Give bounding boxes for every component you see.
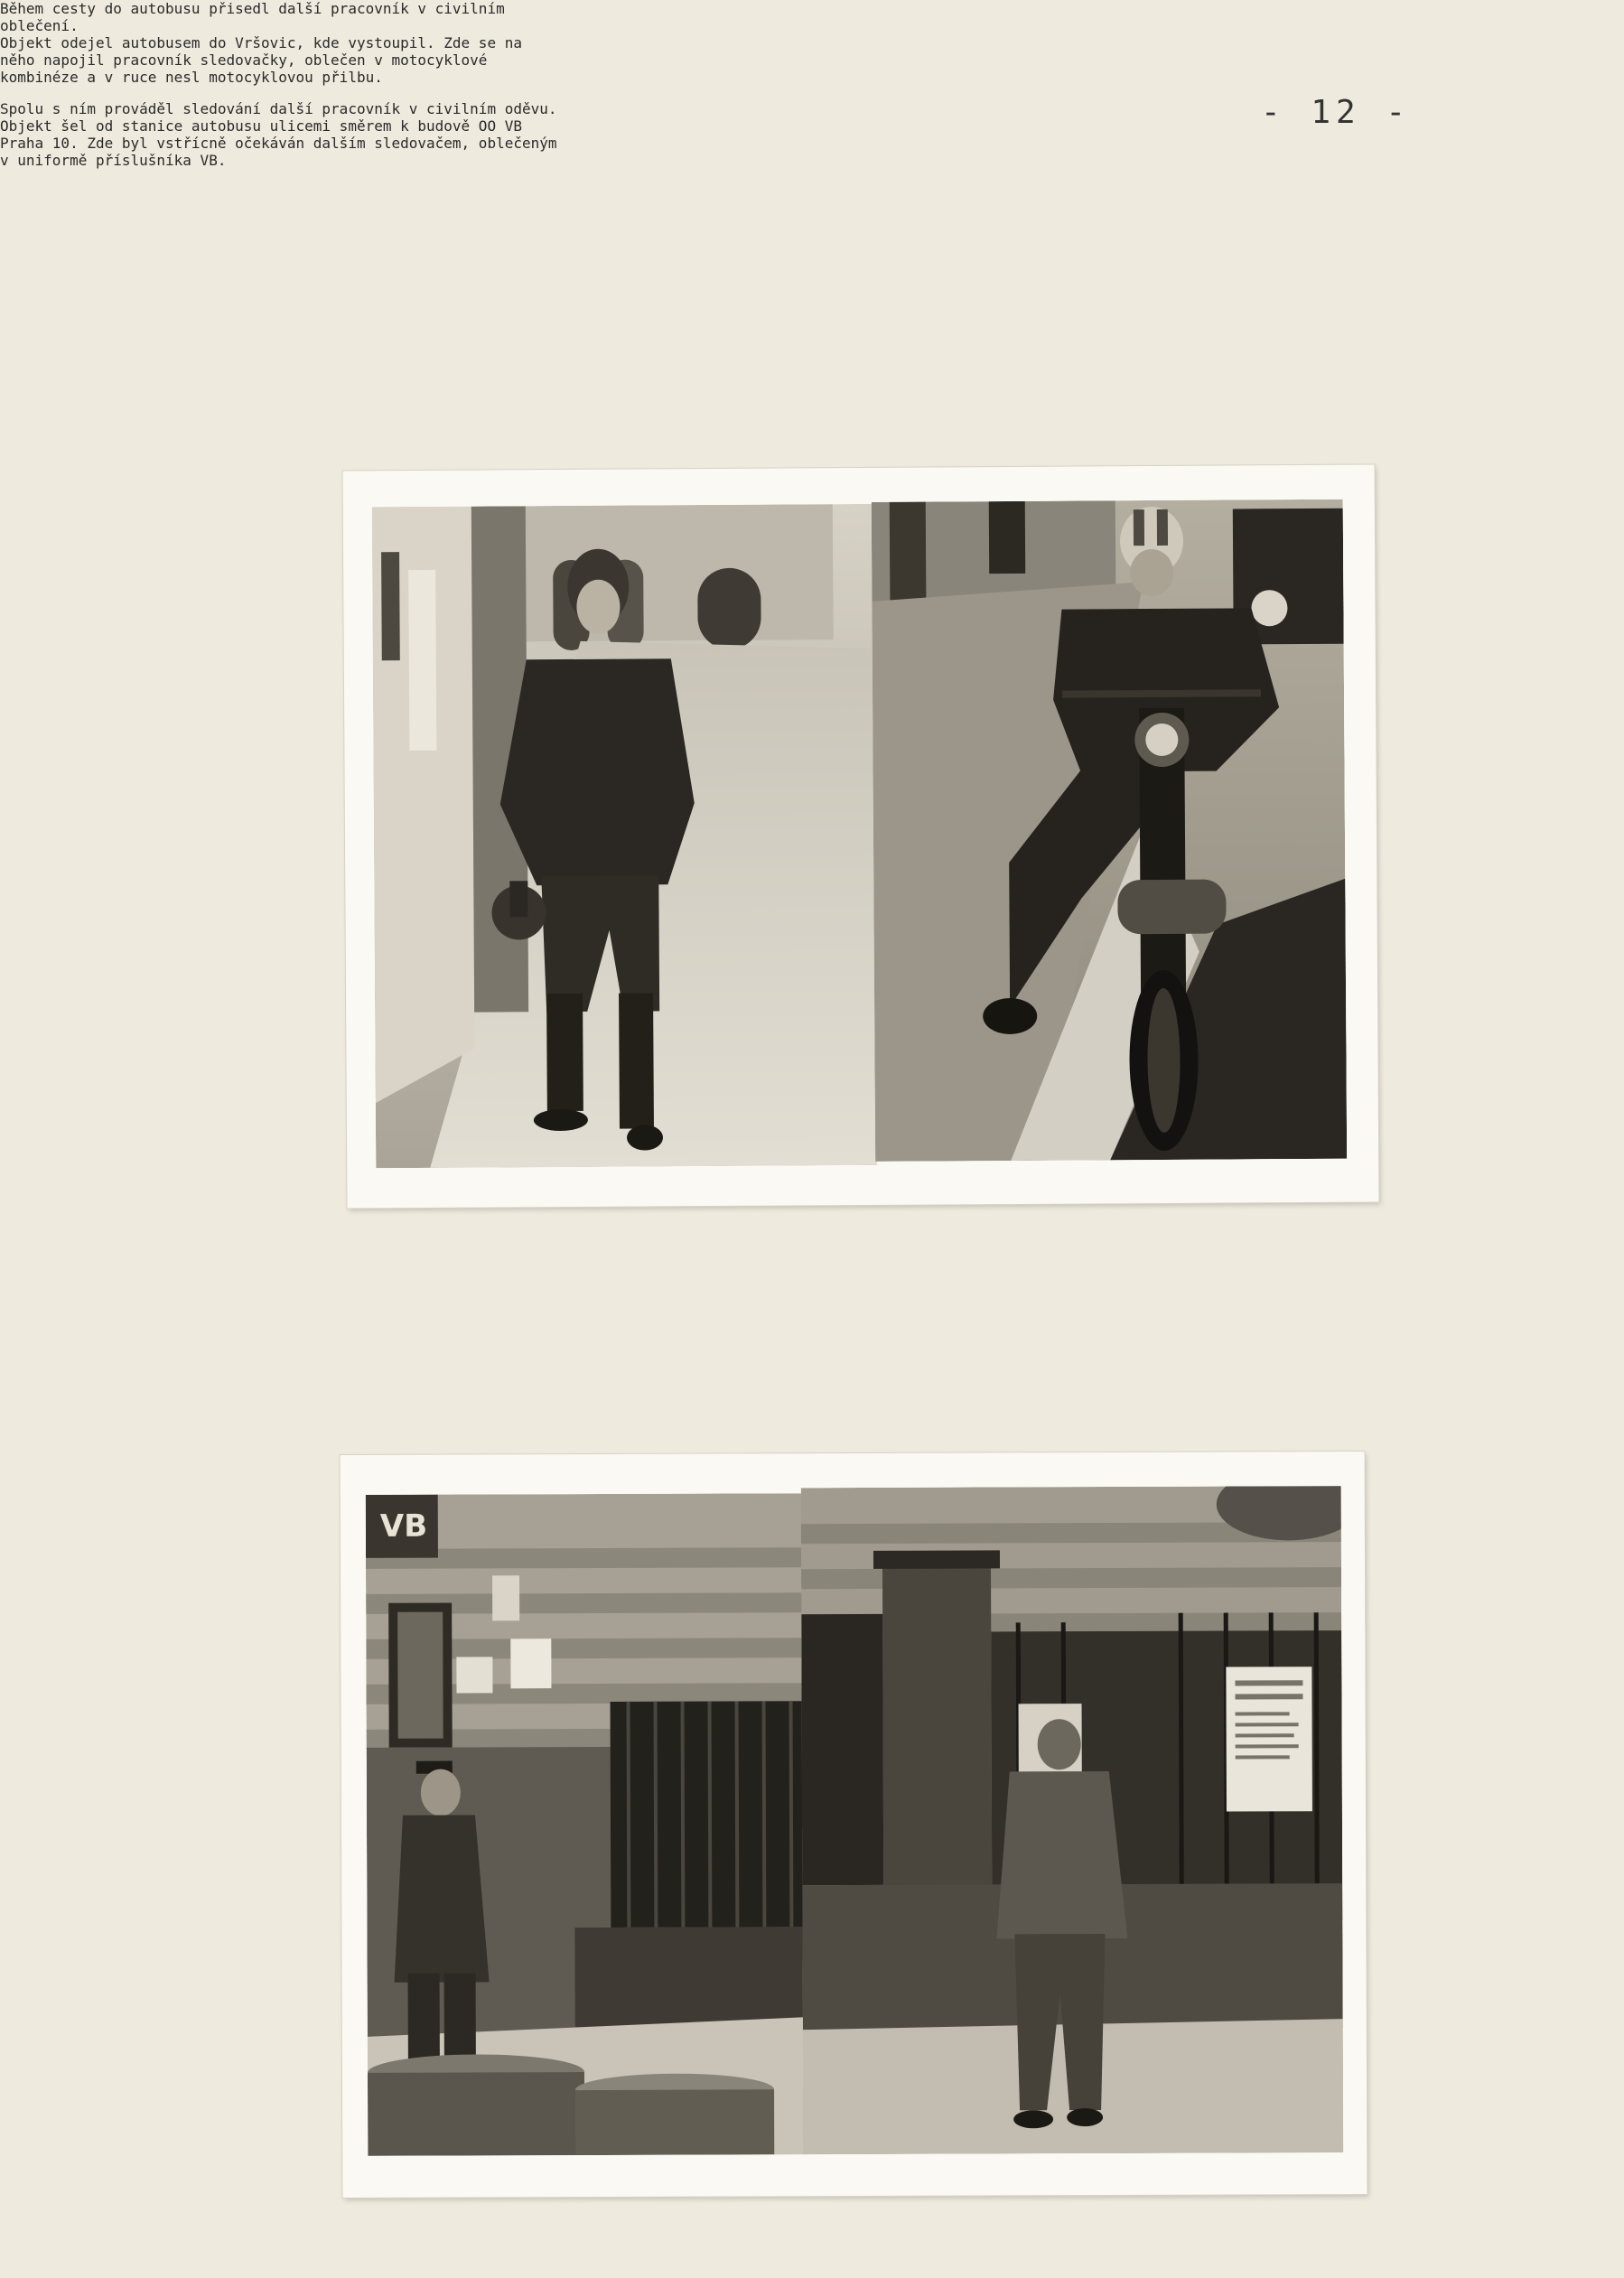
- paragraph-2-line: v uniformě příslušníka VB.: [0, 152, 227, 169]
- photo-card-1: [343, 465, 1379, 1209]
- paragraph-1: [262, 206, 300, 308]
- paragraph-2-line: Praha 10. Zde byl vstřícně očekáván dalším sledovačem, oblečeným: [0, 135, 557, 152]
- page-number: - 12 -: [1261, 94, 1412, 131]
- paragraph-2: [208, 1259, 246, 1361]
- photo-1-right-motorcyclist: [872, 499, 1347, 1162]
- paragraph-1-line: něho napojil pracovník sledovačky, oblečen v motocyklové: [0, 51, 488, 69]
- paragraph-2-line: Spolu s ním prováděl sledování další pracovník v civilním oděvu.: [0, 100, 557, 117]
- vb-sign-text: VB: [379, 1508, 428, 1545]
- paragraph-1-line: kombinéze a v ruce nesl motocyklovou přilbu.: [0, 69, 383, 86]
- paragraph-1-line: oblečení.: [0, 17, 79, 34]
- photo-2-right-man-at-gate: [801, 1486, 1344, 2154]
- paragraph-2-line: Objekt šel od stanice autobusu ulicemi směrem k budově OO VB: [0, 117, 522, 135]
- photo-1-left-street-person: [372, 504, 877, 1168]
- photo-2-left-uniformed-officer: [366, 1493, 807, 2156]
- paragraph-1-line: Během cesty do autobusu přisedl další pracovník v civilním: [0, 0, 505, 17]
- photo-card-2: [341, 1452, 1367, 2198]
- paragraph-1-line: Objekt odejel autobusem do Vršovic, kde vystoupil. Zde se na: [0, 34, 522, 51]
